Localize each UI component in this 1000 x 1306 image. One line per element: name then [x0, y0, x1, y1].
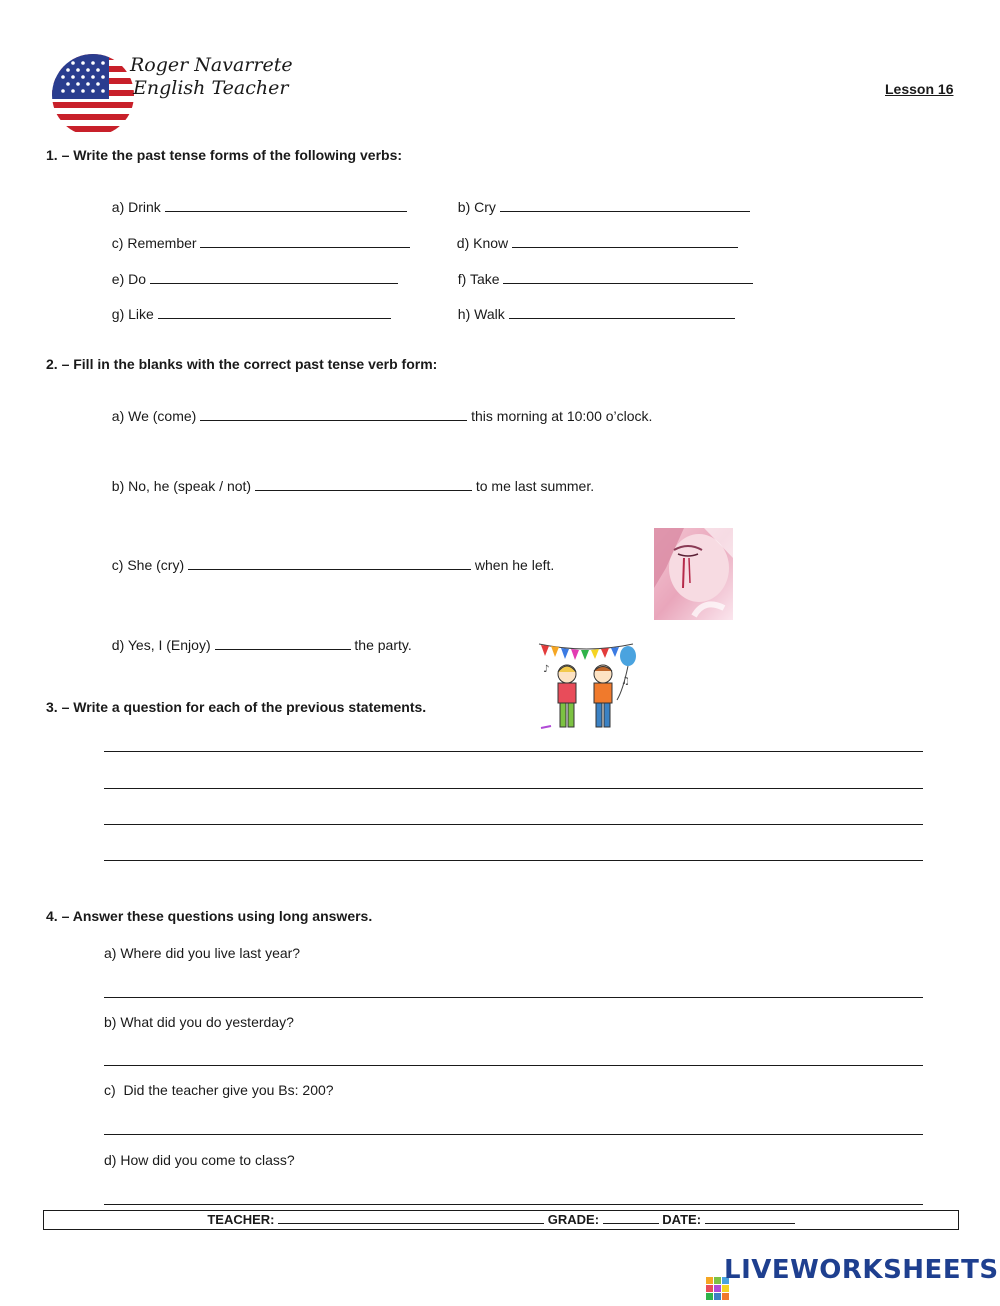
verb-item — [104, 219, 410, 251]
teacher-name: Roger Navarrete — [130, 54, 293, 76]
liveworksheets-logo-icon — [697, 1259, 721, 1283]
fill-item — [104, 621, 412, 653]
section1-title: 1. – Write the past tense forms of the following verbs: — [46, 147, 403, 163]
answer-blank[interactable] — [215, 637, 351, 650]
grade-label: GRADE: — [547, 1212, 600, 1227]
question-text: d) How did you come to class? — [104, 1152, 295, 1168]
answer-blank[interactable] — [509, 306, 735, 319]
answer-blank[interactable] — [200, 408, 467, 421]
fill-suffix: to me last summer. — [475, 478, 595, 494]
verb-item — [450, 290, 735, 322]
verb-item — [104, 183, 407, 215]
verb-label: g) Like — [111, 306, 154, 322]
grade-blank[interactable] — [603, 1212, 659, 1224]
answer-line[interactable] — [104, 824, 923, 825]
question-text: c) Did the teacher give you Bs: 200? — [104, 1082, 334, 1098]
fill-prompt: a) We (come) — [111, 408, 197, 424]
verb-label: a) Drink — [111, 199, 161, 215]
footer-box — [43, 1210, 959, 1230]
party-kids-illustration — [528, 622, 628, 718]
section4-title: 4. – Answer these questions using long answers. — [46, 908, 373, 924]
question-text: b) What did you do yesterday? — [104, 1014, 294, 1030]
verb-item — [450, 183, 750, 215]
verb-item — [449, 219, 738, 251]
answer-blank[interactable] — [500, 199, 750, 212]
date-label: DATE: — [662, 1212, 702, 1227]
verb-item — [104, 290, 391, 322]
verb-label: h) Walk — [457, 306, 505, 322]
answer-blank[interactable] — [188, 557, 471, 570]
brand-wordmark: LIVEWORKSHEETS — [724, 1255, 999, 1285]
fill-prompt: c) She (cry) — [111, 557, 185, 573]
date-blank[interactable] — [705, 1212, 795, 1224]
lesson-label: Lesson 16 — [885, 81, 954, 97]
verb-label: e) Do — [111, 271, 147, 287]
answer-line[interactable] — [104, 997, 923, 998]
question-text: a) Where did you live last year? — [104, 945, 301, 961]
answer-blank[interactable] — [150, 271, 398, 284]
verb-item — [104, 255, 398, 287]
verb-item — [450, 255, 753, 287]
teacher-blank[interactable] — [278, 1212, 544, 1224]
answer-blank[interactable] — [165, 199, 407, 212]
answer-line[interactable] — [104, 1065, 923, 1066]
answer-blank[interactable] — [158, 306, 391, 319]
answer-line[interactable] — [104, 860, 923, 861]
teacher-title: English Teacher — [133, 77, 289, 99]
fill-item — [104, 462, 594, 494]
fill-suffix: this morning at 10:00 o’clock. — [471, 408, 653, 424]
fill-prompt: b) No, he (speak / not) — [111, 478, 252, 494]
svg-text:♪: ♪ — [542, 664, 550, 675]
answer-blank[interactable] — [255, 478, 472, 491]
crying-woman-photo — [645, 510, 724, 602]
answer-line[interactable] — [104, 788, 923, 789]
verb-label: c) Remember — [111, 235, 197, 251]
answer-line[interactable] — [104, 1134, 923, 1135]
answer-blank[interactable] — [512, 235, 738, 248]
fill-suffix: the party. — [354, 637, 412, 653]
fill-item — [104, 541, 554, 573]
section2-title: 2. – Fill in the blanks with the correct past tense verb form: — [46, 356, 438, 372]
verb-label: d) Know — [456, 235, 509, 251]
us-flag-icon — [42, 35, 126, 119]
answer-line[interactable] — [104, 1204, 923, 1205]
verb-label: b) Cry — [457, 199, 496, 215]
answer-line[interactable] — [104, 751, 923, 752]
section3-title: 3. – Write a question for each of the previous statements. — [46, 699, 427, 715]
fill-prompt: d) Yes, I (Enjoy) — [111, 637, 211, 653]
fill-item — [104, 392, 652, 424]
teacher-label: TEACHER: — [207, 1212, 275, 1227]
answer-blank[interactable] — [200, 235, 410, 248]
answer-blank[interactable] — [503, 271, 753, 284]
fill-suffix: when he left. — [474, 557, 555, 573]
svg-text:♫: ♫ — [620, 676, 630, 687]
verb-label: f) Take — [457, 271, 500, 287]
